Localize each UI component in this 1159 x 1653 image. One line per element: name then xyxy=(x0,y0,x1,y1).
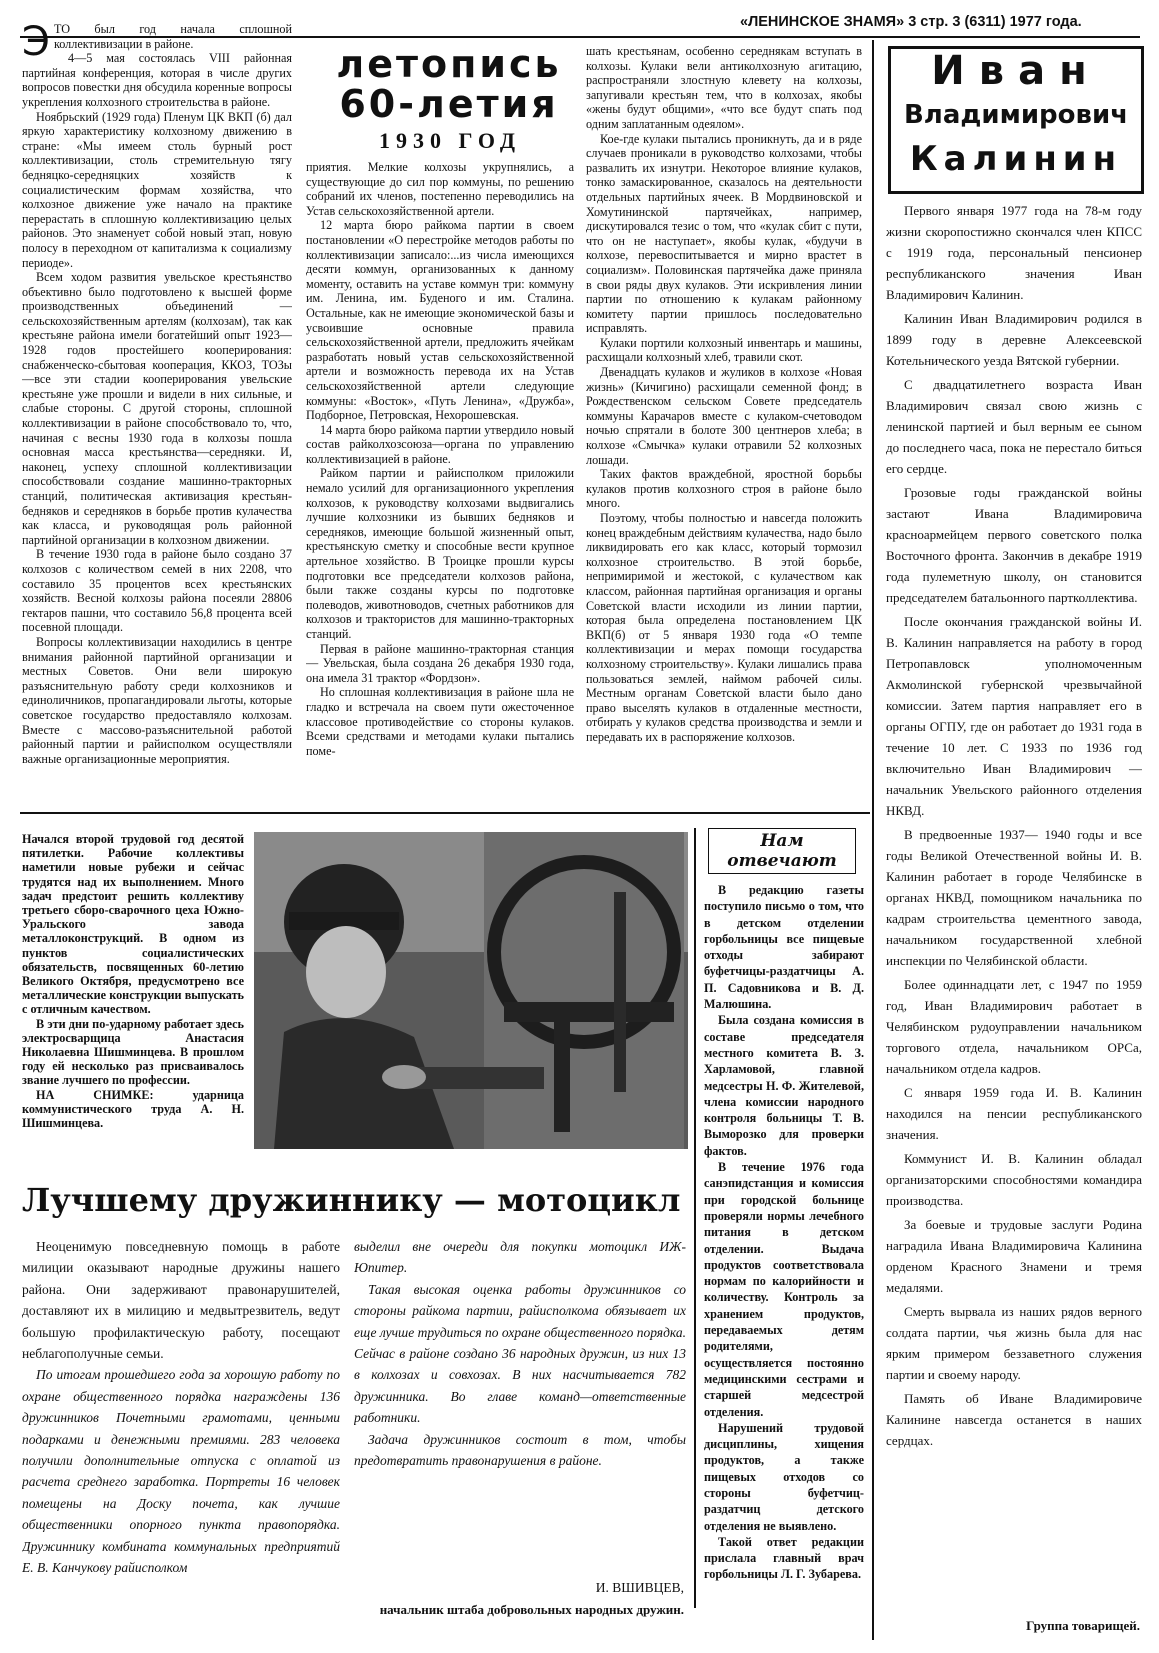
obituary-paragraph: В предвоенные 1937— 1940 годы и все годы Великой Отечественной войны И. В. Калинин работает в городе Челябинске в органах НКВД, помощником начальника по кадрам строительства цементного завода, начальником государственной хлебной инспекции по Челябинской области. xyxy=(886,827,1142,968)
answers-paragraph: В редакцию газеты поступило письмо о том, что в детском отделении горбольницы все пищевые отходы забирают буфетчицы-раздатчицы А. П. Садовникова и В. Д. Малюшина. xyxy=(704,883,864,1012)
moto-column-2 xyxy=(354,1236,686,1576)
moto-author: И. ВШИВЦЕВ, xyxy=(595,1580,684,1595)
answers-box xyxy=(694,828,868,1608)
chronicle-paragraph: Поэтому, чтобы полностью и навсегда положить конец враждебным действиям кулачества, надо было ликвидировать его как класс, который тормозил колхозное строительство. В этой борьбе, непримиримой и жестокой, с кулачеством как классом, районная партийная организация и органы Советской власти исходили из линии партии, которая была определена постановлением ЦК ВКП(б) от 5 января 1930 года «О темпе коллективизации и мерах помощи государства колхозному строительству». Кулаки лишались права пользоваться землей, наймом рабочей силы. Местным органам Советской власти было дано право выселять кулаков в отдаленные местности, отбирать у кулаков средства производства и земли и передавать их в распоряжение колхозов. xyxy=(586,511,862,744)
answers-text xyxy=(704,882,864,1583)
masthead: «ЛЕНИНСКОЕ ЗНАМЯ» 3 стр. 3 (6311) 1977 года. xyxy=(740,14,1082,30)
moto-title: Лучшему дружиннику — мотоцикл xyxy=(22,1181,681,1219)
chronicle-paragraph: Кое-где кулаки пытались проникнуть, да и в ряде случаев проникали в руководство колхозами, чтобы развалить их изнутри. Некоторое влияние кулаков, тонко замаскированное, сказалось на деятельности отдельных партийных ячеек. В Мордвиновской и Хомутининской партячейках, например, дискутировался тезис о том, что «кулак сбит с пути, что он не наступает», якобы кулак, «будучи в колхозе, перевоспитывается и мирно врастет в социализм». Половинская партячейка даже приняла в свои ряды двух кулаков. Эти искривления линии партии по отношению к кулакам районному комитету партии пришлось последовательно исправлять. xyxy=(586,131,862,336)
caption-snimke xyxy=(22,1088,244,1131)
obituary-paragraph: Коммунист И. В. Калинин обладал организаторскими способностями командира производства. xyxy=(886,1151,1142,1208)
chronicle-paragraph: В течение 1930 года в районе было создано 37 колхозов с количеством семей в них 2208, что составило 35 процентов всех крестьянских хозяйств. Весной колхозы района посеяли 28806 гектаров пашни, что составило 56,8 процента всей посевной площади. xyxy=(22,547,292,635)
chronicle-paragraph: 4—5 мая состоялась VIII районная партийная конференция, которая в числе других вопросов повестки дня обсудила коренные вопросы укрепления колхозного строительства в районе. xyxy=(22,51,292,109)
obituary-text xyxy=(886,200,1142,1600)
chronicle-paragraph: Таких фактов враждебной, яростной борьбы кулаков против колхозного строя в районе было много. xyxy=(586,467,862,511)
obituary-paragraph: Память об Иване Владимировиче Калинине навсегда останется в наших сердцах. xyxy=(886,1391,1142,1448)
obituary-paragraph: После окончания гражданской войны И. В. Калинин направляется на работу в город Петропавловск уполномоченным Акмолинской губернской чрезвычайной комиссии. Затем партия направляет его в органы ОГПУ, где он работает до 1931 года в течение 10 лет. С 1933 по 1936 год включительно Иван Владимирович — начальник Увельского районного отделения НКВД. xyxy=(886,614,1142,818)
chronicle-paragraph: Всем ходом развития увельское крестьянство объективно было подготовлено к высшей форме производственных объединений — сельскохозяйственным артелям (колхозам), так как крестьяне района имели богатейший опыт 1923—1928 годов простейшего кооперирования: снабженческо-сбытовая кооперация, ККОЗ, ТОЗы—все эти стадии кооперирования увельские крестьяне уже прошли и видели в них сильные, и слабые стороны. С другой стороны, сплошной коллективизации в районе способствовало то, что, начиная с весны 1930 года в колхозы пошла основная масса крестьянства—середняки. И, наконец, успеху сплошной коллективизации способствовали создание машинно-тракторных станций, политическая активизация крестьян-бедняков и середняков в борьбе против кулачества как класса, и руководящая роль районной партийной организации в колхозном движении. xyxy=(22,270,292,547)
obituary-paragraph: Смерть вырвала из наших рядов верного солдата партии, чья жизнь была для нас ярким примером беззаветного служения партии и своему народу. xyxy=(886,1304,1142,1382)
chronicle-paragraph: Вопросы коллективизации находились в центре внимания районной партийной организации и местных Советов. Они вели широкую разъяснительную работу среди колхозников и единоличников, пропагандировали льготы, которые советское государство предоставляло колхозам. Вместе с массово-разъяснительной работой районный партии и райисполком осуществляли важные организационные мероприятия. xyxy=(22,634,292,766)
answers-paragraph: Нарушений трудовой дисциплины, хищения продуктов, а также пищевых отходов со стороны буфетчиц-раздатчиц детского отделения не выявлено. xyxy=(704,1420,864,1533)
moto-paragraph-italic: По итогам прошедшего года за хорошую работу по охране общественного порядка награждены 136 дружинников Почетными грамотами, ценными подарками и денежными премиями. 283 человека получили дополнительные отпуска с оплатой из расчета среднего заработка. Портреты 16 человек помещены на Доску почета, как лучшие общественники опорного пункта правопорядка. Дружиннику комбината коммунальных предприятий Е. В. Канчукову райисполком xyxy=(22,1367,340,1576)
moto-paragraph: Такая высокая оценка работы дружинников со стороны райкома партии, райисполкома обязывает их еще лучше трудиться по охране общественного порядка. Сейчас в районе создано 36 народных дружин, из них 13 в колхозах и совхозах. В них насчитывается 782 дружинника. Во главе команд—ответственные работники. xyxy=(354,1281,686,1426)
obituary-paragraph: Калинин Иван Владимирович родился в 1899 году в деревне Алексеевской Котельнического уезда Вятской губернии. xyxy=(886,311,1142,368)
photo-caption xyxy=(22,832,244,1162)
obituary-paragraph: Грозовые годы гражданской войны застают Ивана Владимировича красноармейцем первого советского полка Восточного фронта. Закончив в декабре 1919 года пулеметную школу, он становится председателем батальонного партколлектива. xyxy=(886,485,1142,605)
chronicle-paragraph: 14 марта бюро райкома партии утвердило новый состав райколхозсоюза—органа по управлению коллективизацией в районе. xyxy=(306,422,574,466)
obituary-paragraph: За боевые и трудовые заслуги Родина наградила Ивана Владимировича Калинина орденом Красного Знамени и тремя медалями. xyxy=(886,1217,1142,1295)
chronicle-title-line1: летопись xyxy=(336,42,562,86)
chronicle-paragraph: Райком партии и райисполком приложили немало усилий для организационного укрепления колхозов, к руководству колхозами выдвигались лучшие колхозники из бывших бедняков и середняков, имеющие большой жизненный опыт, крестьянскую сметку и способные вести крупное артельное хозяйство. В Троицке прошли курсы подготовки все председатели колхозов района, были также созданы курсы по подготовке полеводов, животноводов, счетных работников для колхозов и трактористов для машинно-тракторных станций. xyxy=(306,466,574,641)
chronicle-paragraph: Ноябрьский (1929 года) Пленум ЦК ВКП (б) дал яркую характеристику колхозному движению в стране: «Мы имеем столь бурный рост коллективизации, столь стремительную тягу бедняцко-середняцких хозяйств к социалистическим формам хозяйства, что колхозное движение уже начало на практике перерастать в сплошную коллективизацию целых районов. Это знаменует собой новый этап, новую полосу в переходном от капитализма к социализму периоде». xyxy=(22,109,292,270)
answers-paragraph: В течение 1976 года санэпидстанция и комиссия при городской больнице проверяли нормы лечебного питания в детском отделении. Выдача продуктов соответствовала нормам по калорийности и количеству. Контроль за хранением продуктов, передаваемых детям родителями, осуществляется постоянно медицинскими сестрами и старшей медсестрой отделения. xyxy=(704,1160,864,1419)
moto-author-title: начальник штаба добровольных народных дружин. xyxy=(379,1602,684,1617)
answers-paragraph: Такой ответ редакции прислала главный врач горбольницы Л. Г. Зубарева. xyxy=(704,1534,864,1582)
answers-title xyxy=(708,828,856,874)
chronicle-paragraph: Первая в районе машинно-тракторная станция — Увельская, была создана 26 декабря 1930 года, она имела 31 трактор «Фордзон». xyxy=(306,641,574,685)
moto-paragraph: Задача дружинников состоит в том, чтобы предотвратить правонарушения в районе. xyxy=(354,1431,686,1469)
chronicle-paragraph: Кулаки портили колхозный инвентарь и машины, расхищали колхозный хлеб, травили скот. xyxy=(586,335,862,365)
chronicle-subtitle: 1930 ГОД xyxy=(378,128,522,153)
drop-cap: Э xyxy=(22,22,50,65)
moto-paragraph: Неоценимую повседневную помощь в работе милиции оказывают народные дружины нашего района. Они задерживают правонарушителей, доставляют их в милицию и медвытрезвитель, ведут большую профилактическую работу, посещают неблагополучные семьи. xyxy=(22,1239,340,1362)
moto-column-1 xyxy=(22,1236,340,1646)
chronicle-paragraph: шать крестьянам, особенно середнякам вступать в колхозы. Кулаки вели антиколхозную агитацию, распространяли злостную клевету на колхозы, запугивали крестьян тем, что в колхозах, якобы «жены будут общими», «что все будут спать под одним заплатанным одеялом». xyxy=(586,44,862,131)
obituary-signature: Группа товарищей. xyxy=(1026,1618,1140,1633)
chronicle-paragraph: 12 марта бюро райкома партии в своем постановлении «О перестройке методов работы по коллективизации записало:...из числа имеющихся десяти коммун, организованных к данному моменту, оставить на уставе коммун три: коммуну им. Ленина, им. Буденого и им. Сталина. Остальные, как не имеющие экономической базы и усвоившие основные правила сельскохозяйственной артели, предложить ячейкам разработать новый устав сельскохозяйственной артели и возможность перевода их на Устав сельскохозяйственной артели следующие коммуны: «Восток», «Путь Ленина», «Дружба», Подборное, Петровская, Нехорошевская. xyxy=(306,218,574,423)
caption-paragraph: В эти дни по-ударному работает здесь электросварщица Анастасия Николаевна Шишминцева. В прошлом году ей несколько раз присваивалось звание лучшего по профессии. xyxy=(22,1016,244,1088)
section-rule xyxy=(20,812,870,814)
chronicle-paragraph: Двенадцать кулаков и жуликов в колхозе «Новая жизнь» (Кичигино) расхищали семенной фонд; в Рождественском сельском Совете председатель коммуны Карачаров вместе с кулаком-счетоводом ночью спрятали в болоте 300 центнеров хлеба; в колхозе «Смычка» кулаки отравили 52 колхозных лошади. xyxy=(586,365,862,467)
answers-title-line1: Нам xyxy=(760,831,804,851)
obituary-surname: Калинин xyxy=(909,139,1123,179)
chronicle-title-line2: 60-летия xyxy=(339,82,559,126)
chronicle-column-3 xyxy=(586,44,862,804)
welder-photo xyxy=(254,832,688,1149)
answers-paragraph: Была создана комиссия в составе председателя местного комитета В. З. Харламовой, главной медсестры Н. Ф. Жителевой, члена комиссии народного контроля больницы Т. В. Выморозко для проверки фактов. xyxy=(704,1013,864,1158)
obituary-name-box xyxy=(888,46,1144,194)
chronicle-paragraph: приятия. Мелкие колхозы укрупнялись, а существующие до сил пор коммуны, по решению собраний их членов, постепенно переводились на Устав сельскохозяйственной артели. xyxy=(306,160,574,218)
caption-snimke-label: НА СНИМКЕ: xyxy=(36,1087,154,1102)
chronicle-column-2 xyxy=(306,160,574,805)
chronicle-paragraph: Но сплошная коллективизация в районе шла не гладко и встречала на своем пути ожесточенное классовое противодействие со стороны кулаков. Всеми средствами и методами кулаки пытались поме- xyxy=(306,685,574,758)
answers-title-line2: отвечают xyxy=(727,851,837,871)
obituary-paragraph: Первого января 1977 года на 78-м году жизни скоропостижно скончался член КПСС с 1919 года, персональный пенсионер республиканского значения Иван Владимирович Калинин. xyxy=(886,203,1142,302)
welder-photo-illustration xyxy=(254,832,688,1149)
caption-snimke-text: ударница коммунистического труда А. Н. Шишминцева. xyxy=(22,1087,244,1131)
chronicle-paragraph: ТО был год начала сплошной коллективизации в районе. xyxy=(53,22,292,51)
obituary-paragraph: С января 1959 года И. В. Калинин находился на пенсии республиканского значения. xyxy=(886,1085,1142,1142)
obituary-patronymic: Владимирович xyxy=(903,100,1129,130)
obituary-paragraph: С двадцатилетнего возраста Иван Владимирович связал свою жизнь с ленинской партией и был верным ее сыном до последнего часа, пока не перестало биться его сердце. xyxy=(886,377,1142,476)
obituary-divider xyxy=(872,40,874,1640)
caption-paragraph: Начался второй трудовой год десятой пятилетки. Рабочие коллективы наметили новые рубежи и сейчас трудятся над их выполнением. Много задач предстоит решить коллективу третьего сборо-сварочного цеха Южно-Уральского завода металлоконструкций. В одном из пунктов социалистических обязательств, посвященных 60-летию Великого Октября, предусмотрено все металлические конструкции выпускать с отличным качеством. xyxy=(22,832,244,1017)
obituary-paragraph: Более одиннадцати лет, с 1947 по 1959 год, Иван Владимирович работает в Челябинском рудоуправлении начальником торгового отдела, начальником ОРСа, начальником отдела кадров. xyxy=(886,977,1142,1076)
moto-paragraph: выделил вне очереди для покупки мотоцикл ИЖ-Юпитер. xyxy=(354,1239,686,1276)
obituary-first-name: Иван xyxy=(931,48,1101,94)
chronicle-column-1 xyxy=(22,22,292,802)
